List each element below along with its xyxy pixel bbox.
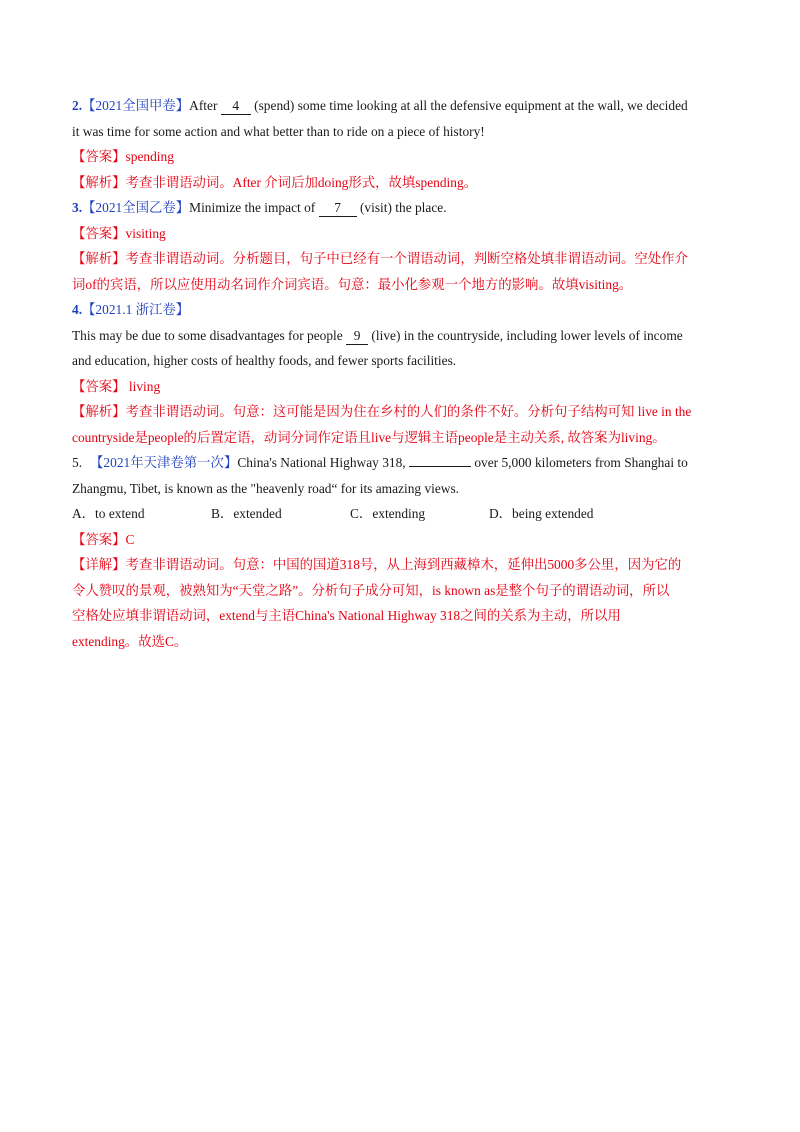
q4-stem-line-1: [72, 323, 732, 349]
q3-source: 【2021全国乙卷】: [82, 200, 190, 215]
q5-stem-after: over 5,000 kilometers from Shanghai to: [470, 455, 688, 470]
q2-stem-line-2: it was time for some action and what better than to ride on a piece of history!: [72, 123, 485, 139]
q2-stem-after: (spend) some time looking at all the defensive equipment at the wall, we decided: [250, 98, 688, 113]
q4-number: 4.: [72, 302, 83, 317]
q5-detail-line-3: 空格处应填非谓语动词，extend与主语China's National Highway 318之间的关系为主动，所以用: [72, 608, 621, 623]
q5-stem-line-1: [72, 450, 732, 476]
q2-stem-line-1: [72, 93, 732, 119]
q4-stem-before: This may be due to some disadvantages for people: [72, 327, 347, 343]
q4-analysis-line-1: 【解析】考查非谓语动词。句意：这可能是因为住在乡村的人们的条件不好。分析句子结构可知 live in the: [72, 404, 692, 419]
q4-blank: 9: [346, 328, 368, 345]
q5-options: [72, 501, 732, 527]
q5-detail-line-1: 【详解】考查非谓语动词。句意：中国的国道318号，从上海到西藏樟木，延伸出5000多公里，因为它的: [72, 557, 682, 572]
q5-blank: [409, 466, 471, 467]
q5-option-d: D．being extended: [489, 506, 594, 521]
q4-stem-line-2: and education, higher costs of healthy foods, and fewer sports facilities.: [72, 353, 457, 368]
q2-number: 2.: [72, 98, 83, 113]
q4-stem-after: (live) in the countryside, including lower levels of income: [368, 327, 683, 343]
q2-stem-before: After: [189, 98, 221, 113]
q3-number: 3.: [72, 200, 83, 215]
q5-stem-before: China's National Highway 318,: [237, 455, 409, 470]
q5-source: 【2021年天津卷第一次】: [90, 455, 238, 470]
q3-analysis-line-1: 【解析】考查非谓语动词。分析题目，句子中已经有一个谓语动词，判断空格处填非谓语动词。空处作介: [72, 251, 688, 266]
q5-detail-line-4: extending。故选C。: [72, 633, 188, 649]
q4-source: 【2021.1 浙江卷】: [82, 302, 190, 317]
q4-answer: 【答案】 living: [72, 378, 161, 394]
q2-source: 【2021全国甲卷】: [82, 98, 190, 113]
q4-header: [72, 297, 732, 323]
q5-answer: 【答案】C: [72, 531, 135, 547]
q5-detail-line-2: 令人赞叹的景观，被熟知为“天堂之路”。分析句子成分可知，is known as是整个句子的谓语动词，所以: [72, 582, 670, 598]
q3-analysis-line-2: 词of的宾语，所以应使用动名词作介词宾语。句意：最小化参观一个地方的影响。故填visiting。: [72, 276, 633, 292]
q5-option-a: A．to extend: [72, 506, 145, 521]
q3-answer: 【答案】visiting: [72, 225, 166, 241]
q5-number: 5.: [72, 455, 83, 470]
q2-answer: 【答案】spending: [72, 149, 174, 164]
q5-option-c: C．extending: [350, 506, 426, 521]
q3-stem-line: [72, 195, 732, 221]
document-content: [72, 93, 732, 654]
q3-stem-after: (visit) the place.: [356, 200, 447, 215]
q5-stem-line-2: Zhangmu, Tibet, is known as the "heavenly road“ for its amazing views.: [72, 480, 460, 496]
q2-analysis: 【解析】考查非谓语动词。After 介词后加doing形式，故填spending。: [72, 174, 478, 190]
q4-analysis-line-2: countryside是people的后置定语，动词分词作定语且live与逻辑主语people是主动关系, 故答案为living。: [72, 429, 666, 445]
q2-blank: 4: [221, 98, 251, 115]
q3-blank: 7: [319, 200, 357, 217]
q5-option-b: B．extended: [211, 506, 282, 521]
q3-stem-before: Minimize the impact of: [189, 200, 319, 215]
